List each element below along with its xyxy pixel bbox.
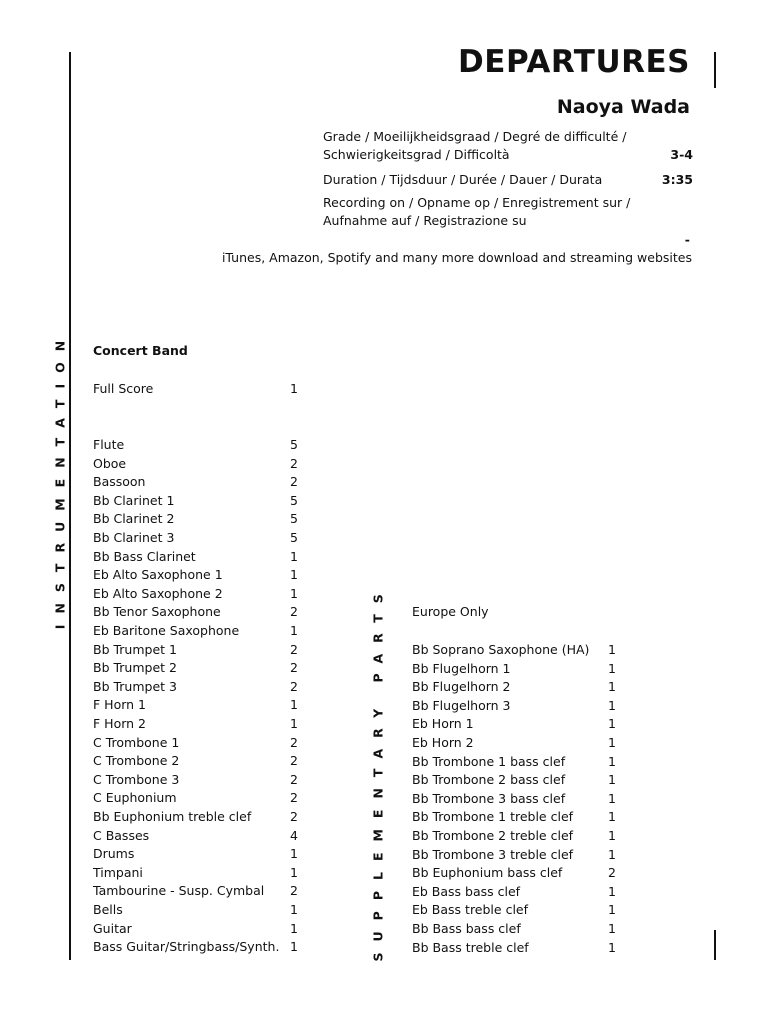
part-count: 5	[290, 492, 298, 508]
part-row	[412, 734, 622, 752]
part-count: 1	[290, 548, 298, 564]
part-name: Bb Euphonium bass clef	[412, 865, 563, 881]
part-row	[93, 752, 303, 770]
part-count: 1	[608, 679, 616, 695]
part-count: 2	[290, 790, 298, 806]
part-name: Bb Soprano Saxophone (HA)	[412, 642, 590, 657]
grade-label-1: Grade / Moeilijkheidsgraad / Degré de difficulté /	[323, 129, 627, 144]
part-name: Bb Bass bass clef	[412, 921, 521, 936]
part-count: 2	[290, 604, 298, 620]
part-row	[412, 827, 622, 845]
part-row	[412, 864, 622, 882]
part-row	[412, 883, 622, 901]
part-count: 2	[290, 678, 298, 694]
recording-label-1: Recording on / Opname op / Enregistrement sur /	[323, 195, 631, 210]
grade-info	[323, 128, 693, 164]
part-name: Flute	[93, 437, 125, 452]
part-count: 1	[290, 864, 298, 880]
part-name: C Basses	[93, 827, 150, 843]
part-count: 5	[290, 511, 298, 527]
part-count: 2	[290, 455, 298, 471]
part-name: Bb Trumpet 1	[93, 641, 177, 657]
part-count: 2	[290, 641, 298, 657]
part-row	[93, 827, 303, 845]
part-count: 1	[608, 660, 616, 676]
right-rule-top	[714, 52, 716, 88]
part-row	[93, 566, 303, 584]
right-rule-bottom	[714, 930, 716, 960]
part-row	[93, 510, 303, 528]
part-row	[93, 659, 303, 677]
part-name: Bells	[93, 902, 123, 917]
part-count: 2	[290, 809, 298, 824]
part-count: 1	[290, 623, 298, 638]
part-row	[412, 939, 622, 957]
part-name: Bb Clarinet 3	[93, 530, 175, 545]
part-count: 2	[608, 865, 616, 881]
part-count: 2	[290, 771, 298, 787]
part-row	[93, 473, 303, 491]
part-row	[93, 882, 303, 900]
part-count: 2	[290, 660, 298, 676]
piece-title: DEPARTURES	[458, 44, 690, 80]
part-row	[93, 603, 303, 621]
supplementary-vertical-label: SUPPLEMENTARY PARTS	[370, 583, 386, 962]
part-name: C Trombone 1	[93, 734, 180, 750]
part-name: Oboe	[93, 455, 127, 471]
part-count: 1	[608, 642, 616, 657]
recording-info	[323, 194, 693, 230]
part-row	[93, 641, 303, 659]
part-count: 1	[608, 902, 616, 918]
part-name: F Horn 1	[93, 697, 146, 713]
part-count: 2	[290, 734, 298, 750]
part-name: Eb Bass treble clef	[412, 902, 529, 918]
part-name: Bb Bass treble clef	[412, 939, 529, 955]
part-name: Bb Clarinet 1	[93, 492, 175, 508]
part-row	[412, 660, 622, 678]
part-row	[412, 808, 622, 826]
grade-value: 3-4	[670, 147, 693, 162]
instrumentation-vertical-label: INSTRUMENTATION	[52, 329, 68, 630]
part-count: 2	[290, 753, 298, 769]
part-row	[412, 790, 622, 808]
part-row	[412, 697, 622, 715]
part-row	[93, 734, 303, 752]
part-name: Bb Trombone 3 treble clef	[412, 846, 574, 862]
part-count: 2	[290, 474, 298, 490]
part-name: Eb Alto Saxophone 2	[93, 585, 223, 601]
part-count: 1	[608, 697, 616, 713]
part-row	[93, 789, 303, 807]
part-count: 2	[290, 883, 298, 899]
part-count: 5	[290, 530, 298, 545]
part-count: 1	[608, 828, 616, 843]
duration-info	[323, 171, 693, 189]
composer-name: Naoya Wada	[556, 96, 690, 118]
part-count: 1	[290, 697, 298, 713]
part-row	[412, 678, 622, 696]
part-name: Bb Trumpet 3	[93, 678, 177, 694]
part-count: 1	[608, 753, 616, 769]
part-count: 1	[608, 939, 616, 955]
part-count: 1	[290, 920, 298, 936]
part-name: Tambourine - Susp. Cymbal	[93, 883, 265, 899]
part-count: 1	[608, 735, 616, 750]
part-name: Bb Bass Clarinet	[93, 548, 196, 564]
recording-value: -	[684, 232, 690, 247]
platforms-text: iTunes, Amazon, Spotify and many more download and streaming websites	[221, 250, 692, 265]
part-name: Bb Tenor Saxophone	[93, 604, 221, 620]
part-name: Drums	[93, 846, 135, 862]
part-name: Bb Flugelhorn 1	[412, 660, 511, 676]
duration-label: Duration / Tijdsduur / Durée / Dauer / Durata	[323, 172, 603, 187]
part-row	[412, 846, 622, 864]
part-row	[93, 492, 303, 510]
part-count: 1	[608, 921, 616, 936]
part-name: Full Score	[93, 381, 154, 396]
part-row	[93, 455, 303, 473]
part-row	[93, 529, 303, 547]
part-count: 5	[290, 437, 298, 452]
part-name: Bb Clarinet 2	[93, 511, 175, 527]
recording-label-2: Aufnahme auf / Registrazione su	[323, 213, 527, 228]
concert-band-heading: Concert Band	[93, 343, 188, 358]
part-row	[412, 771, 622, 789]
part-count: 4	[290, 827, 298, 843]
part-name: Bass Guitar/Stringbass/Synth.	[93, 939, 280, 955]
part-row	[412, 715, 622, 733]
part-count: 1	[290, 716, 298, 731]
part-row	[93, 715, 303, 733]
part-row	[93, 920, 303, 938]
part-name: Bb Flugelhorn 2	[412, 679, 511, 695]
part-name: Bb Flugelhorn 3	[412, 697, 511, 713]
part-row	[412, 920, 622, 938]
part-name: F Horn 2	[93, 716, 146, 731]
part-count: 1	[290, 567, 298, 583]
part-row	[412, 901, 622, 919]
part-row	[93, 808, 303, 826]
grade-label-2: Schwierigkeitsgrad / Difficoltà	[323, 147, 510, 162]
part-row	[93, 938, 303, 956]
part-name: Bassoon	[93, 474, 146, 490]
left-rule	[69, 52, 71, 960]
part-row	[93, 771, 303, 789]
part-count: 1	[290, 902, 298, 917]
part-count: 1	[608, 790, 616, 806]
part-count: 1	[290, 846, 298, 862]
part-name: Bb Trombone 1 treble clef	[412, 809, 574, 825]
duration-value: 3:35	[661, 172, 693, 187]
part-name: Eb Horn 2	[412, 735, 474, 750]
part-name: Eb Baritone Saxophone	[93, 623, 240, 638]
part-name: Eb Bass bass clef	[412, 883, 521, 899]
full-score-row	[93, 380, 303, 398]
part-name: C Euphonium	[93, 790, 177, 806]
part-row	[93, 678, 303, 696]
part-name: C Trombone 3	[93, 771, 180, 787]
part-count: 1	[608, 716, 616, 732]
part-count: 1	[608, 809, 616, 825]
part-name: Bb Trombone 1 bass clef	[412, 753, 566, 769]
europe-only-heading: Europe Only	[412, 604, 489, 619]
part-row	[93, 864, 303, 882]
part-row	[93, 845, 303, 863]
part-name: Bb Euphonium treble clef	[93, 809, 252, 824]
part-count: 1	[290, 381, 298, 396]
part-count: 1	[608, 772, 616, 788]
part-name: C Trombone 2	[93, 753, 180, 769]
part-count: 1	[290, 585, 298, 601]
part-row	[412, 641, 622, 659]
part-count: 1	[290, 939, 298, 955]
part-name: Bb Trombone 2 bass clef	[412, 772, 566, 788]
part-name: Eb Alto Saxophone 1	[93, 567, 223, 583]
part-row	[93, 585, 303, 603]
part-row	[93, 622, 303, 640]
part-row	[412, 753, 622, 771]
part-row	[93, 901, 303, 919]
part-row	[93, 696, 303, 714]
part-count: 1	[608, 883, 616, 899]
part-name: Eb Horn 1	[412, 716, 474, 732]
part-row	[93, 548, 303, 566]
part-row	[93, 436, 303, 454]
part-name: Bb Trombone 2 treble clef	[412, 828, 574, 843]
part-name: Timpani	[93, 864, 143, 880]
part-name: Guitar	[93, 920, 132, 936]
part-name: Bb Trumpet 2	[93, 660, 177, 676]
part-count: 1	[608, 846, 616, 862]
part-name: Bb Trombone 3 bass clef	[412, 790, 566, 806]
